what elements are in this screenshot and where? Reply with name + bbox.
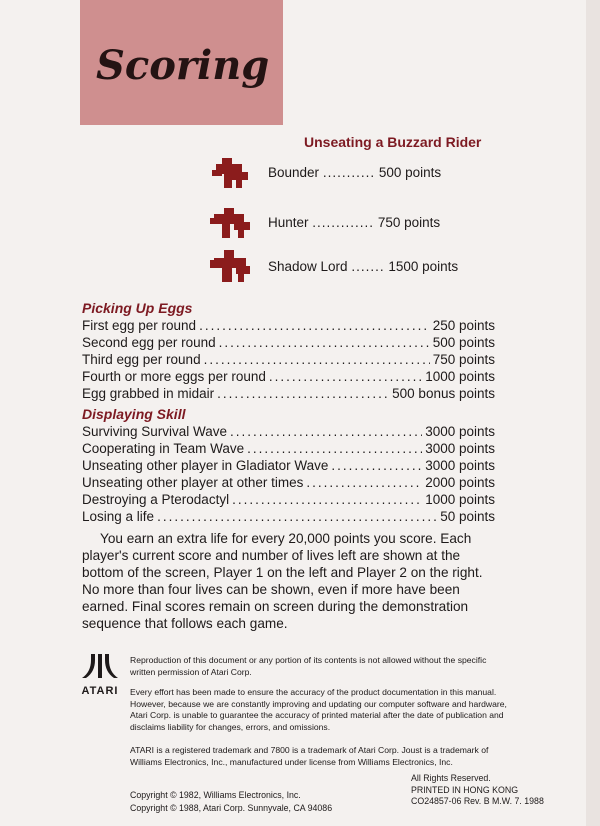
score-row: Second egg per round ..... 500 points (82, 335, 495, 352)
shadow-lord-sprite-icon (210, 250, 256, 286)
score-row: Fourth or more eggs per round ..... 1000 points (82, 369, 495, 386)
enemy-name: Shadow Lord (268, 259, 348, 274)
copyright-block (130, 789, 332, 815)
leader-dots: ............. (312, 215, 375, 230)
enemy-shadow-lord (210, 250, 510, 286)
buzzard-section-heading: Unseating a Buzzard Rider (304, 134, 482, 150)
document-code: CO24857-06 Rev. B M.W. 7. 1988 (411, 796, 544, 806)
leader-dots: ........... (322, 165, 376, 180)
score-row: Losing a life ..... 50 points (82, 509, 495, 526)
score-row: Cooperating in Team Wave ..... 3000 points (82, 441, 495, 458)
hunter-sprite-icon (210, 206, 256, 242)
score-row: Egg grabbed in midair ..... 500 bonus points (82, 386, 495, 403)
rights-reserved: All Rights Reserved. (411, 773, 491, 783)
leader-dots: ....... (351, 259, 385, 274)
accuracy-notice: Every effort has been made to ensure the accuracy of the product documentation in this manual. However, because we are constantly improving and updating our computer software and hardware, Atari Corp. is unable to guarantee the accuracy of printed material after the date of publication and disclaims liability for changes, errors, and omissions. (130, 687, 507, 732)
enemy-points: 1500 points (388, 259, 459, 274)
enemy-points: 750 points (377, 215, 441, 230)
score-row: Surviving Survival Wave ..... 3000 points (82, 424, 495, 441)
copyright-line: Copyright © 1988, Atari Corp. Sunnyvale, CA 94086 (130, 803, 333, 813)
enemy-name: Bounder (268, 165, 320, 180)
score-row: Unseating other player at other times ..... 2000 points (82, 475, 495, 492)
page-title: Scoring (96, 42, 270, 89)
atari-logo (80, 654, 120, 697)
page-edge (586, 0, 600, 826)
enemy-hunter (210, 206, 510, 242)
score-row: First egg per round ..... 250 points (82, 318, 495, 335)
printed-in: PRINTED IN HONG KONG (411, 784, 519, 795)
bounder-sprite-icon (210, 156, 256, 192)
score-row: Destroying a Pterodactyl ..... 1000 points (82, 492, 495, 509)
print-info-block (411, 773, 544, 808)
extra-life-paragraph: You earn an extra life for every 20,000 points you score. Each player's current score and number of lives left are shown at the bottom of the screen, Player 1 on the left and Player 2 on the right. No more than four lives can be shown, even if more have been earned. Final scores remain on screen during the demonstration sequence that follows each game. (82, 531, 483, 631)
trademark-notice: ATARI is a registered trademark and 7800 is a trademark of Atari Corp. Joust is a trademark of Williams Electronics, Inc., manufactured under license from Williams Electronics, Inc. (130, 745, 489, 767)
atari-wordmark: ATARI (81, 685, 119, 697)
score-row: Unseating other player in Gladiator Wave ..... 3000 points (82, 458, 495, 475)
reproduction-notice: Reproduction of this document or any portion of its contents is not allowed without the specific written permission of Atari Corp. (130, 655, 487, 677)
eggs-section-heading: Picking Up Eggs (82, 300, 193, 316)
atari-fuji-icon (80, 654, 120, 678)
enemy-bounder (210, 156, 510, 192)
title-block (80, 0, 283, 125)
skill-section-heading: Displaying Skill (82, 406, 186, 422)
copyright-line: Copyright © 1982, Williams Electronics, Inc. (130, 790, 301, 800)
score-row: Third egg per round ..... 750 points (82, 352, 495, 369)
enemy-points: 500 points (378, 165, 442, 180)
enemy-name: Hunter (268, 215, 309, 230)
